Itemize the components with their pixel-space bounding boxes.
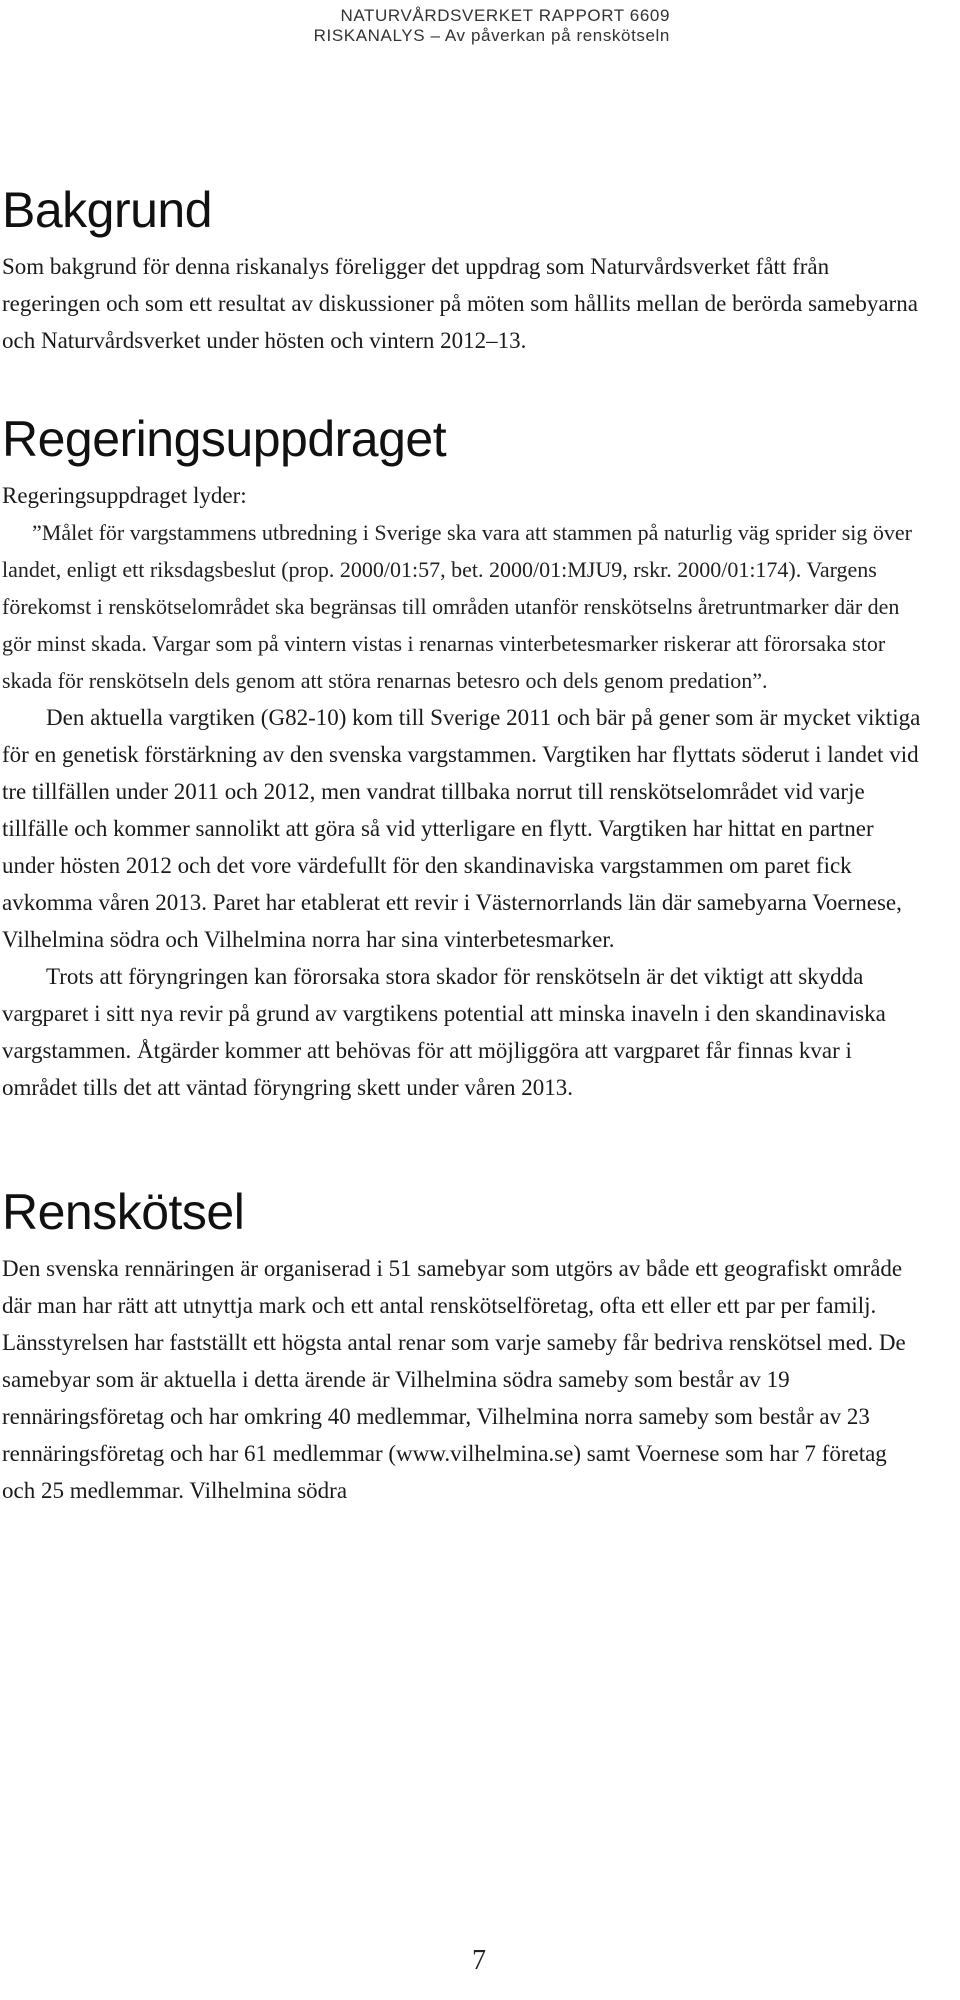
page-content — [2, 180, 922, 1509]
quote-block: ”Målet för vargstammens utbredning i Sverige ska vara att stammen på naturlig väg sprider sig över landet, enligt ett riksdagsbeslut (prop. 2000/01:57, bet. 2000/01:MJU9, rskr. 2000/01:174). Vargens förekomst i renskötselområdet ska begränsas till områden utanför renskötselns åretruntmarker där den gör minst skada. Vargar som på vintern vistas i renarnas vinterbetesmarker riskerar att förorsaka stor skada för renskötseln dels genom att störa renarnas betesro och dels genom predation”. — [2, 520, 912, 693]
paragraph-intro: Regeringsuppdraget lyder: — [2, 483, 247, 508]
heading-bakgrund: Bakgrund — [2, 182, 213, 238]
running-head — [314, 6, 670, 46]
report-subtitle: RISKANALYS – Av påverkan på renskötseln — [313, 26, 670, 45]
report-title: NATURVÅRDSVERKET RAPPORT 6609 — [340, 6, 670, 25]
heading-renskotsel: Renskötsel — [2, 1184, 245, 1240]
paragraph-vargtiken: Den aktuella vargtiken (G82-10) kom till Sverige 2011 och bär på gener som är mycket viktiga för en genetisk förstärkning av den svenska vargstammen. Vargtiken har flyttats söderut i landet vid tre tillfällen under 2011 och 2012, men vandrat tillbaka norrut till renskötselområdet vid varje tillfälle och kommer sannolikt att göra så vid ytterligare en flytt. Vargtiken har hittat en partner under hösten 2012 och det vore värdefullt för den skandinaviska vargstammen om paret fick avkomma våren 2013. Paret har etablerat ett revir i Västernorrlands län där samebyarna Voernese, Vilhelmina södra och Vilhelmina norra har sina vinterbetesmarker. — [2, 705, 921, 952]
page-number: 7 — [472, 1945, 486, 1976]
heading-regeringsuppdraget: Regeringsuppdraget — [2, 411, 447, 467]
paragraph-bakgrund: Som bakgrund för denna riskanalys föreligger det uppdrag som Naturvårdsverket fått från regeringen och som ett resultat av diskussioner på möten som hållits mellan de berörda samebyarna och Naturvårdsverket under hösten och vintern 2012–13. — [2, 254, 918, 353]
paragraph-foryngring: Trots att föryngringen kan förorsaka stora skador för renskötseln är det viktigt att skydda vargparet i sitt nya revir på grund av vargtikens potential att minska inaveln i den skandinaviska vargstammen. Åtgärder kommer att behövas för att möjliggöra att vargparet får finnas kvar i området tills det att väntad föryngring skett under våren 2013. — [2, 964, 886, 1100]
paragraph-renskotsel: Den svenska rennäringen är organiserad i 51 samebyar som utgörs av både ett geografiskt område där man har rätt att utnyttja mark och ett antal renskötselföretag, ofta ett eller ett par per familj. Länsstyrelsen har fastställt ett högsta antal renar som varje sameby får bedriva renskötsel med. De samebyar som är aktuella i detta ärende är Vilhelmina södra sameby som består av 19 rennäringsföretag och har omkring 40 medlemmar, Vilhelmina norra sameby som består av 23 rennäringsföretag och har 61 medlemmar (www.vilhelmina.se) samt Voernese som har 7 företag och 25 medlemmar. Vilhelmina södra — [2, 1256, 906, 1503]
